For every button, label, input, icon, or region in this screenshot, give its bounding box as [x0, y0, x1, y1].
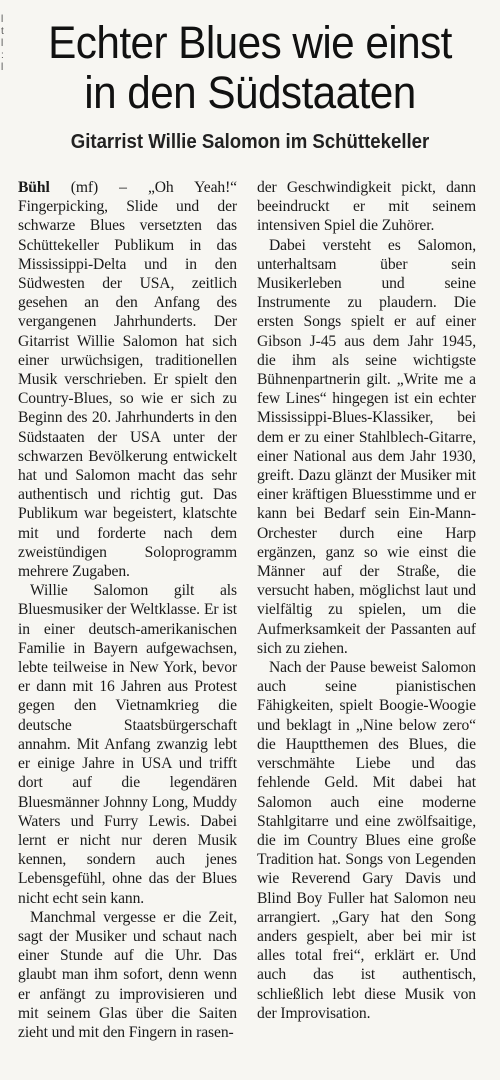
column-left: [18, 178, 237, 1062]
headline-line-1: Echter Blues wie einst: [48, 17, 452, 68]
paragraph: Dabei versteht es Salomon, unterhaltsam über sein Musikerleben und seine Instrumente zu plaudern. Die ersten Songs spielt er auf einer Gibson J-45 aus dem Jahr 1945, die ihm als seine wichtigste Bühnenpartnerin gilt. „Write me a few Lines“ hingegen ist ein echter Mississippi-Blues-Klassiker, bei dem er zu einer Stahlblech-Gitarre, einer National aus dem Jahr 1930, greift. Dazu glänzt der Musiker mit einer kräftigen Bluesstimme und er kann bei Bedarf sein Ein-Mann-Orchester durch eine Harp ergänzen, ganz so wie einst die Männer auf der Straße, die versucht haben, möglichst laut und vielfältig zu spielen, um die Aufmerksamkeit der Passanten auf sich zu ziehen.: [257, 236, 476, 657]
paragraph: Willie Salomon gilt als Bluesmusiker der Weltklasse. Er ist in einer deutsch-amerikanischen Familie in Bayern aufgewachsen, lebte teilweise in New York, bevor er dann mit 16 Jahren aus Protest gegen den Vietnamkrieg die deutsche Staatsbürgerschaft annahm. Mit Anfang zwanzig lebt er einige Jahre in USA und trifft dort auf die legendären Bluesmänner Johnny Long, Muddy Waters und Furry Lewis. Dabei lernt er nicht nur deren Musik kennen, sondern auch jenes Lebensgefühl, ohne das der Blues nicht echt sein kann.: [18, 582, 237, 907]
column-right: [257, 178, 476, 1062]
paragraph-text: (mf) – „Oh Yeah!“ Fingerpicking, Slide und der schwarze Blues versetzten das Schüttekeller Publikum in das Mississippi-Delta und in den Südwesten der USA, zeitlich gesehen an den Anfang des vergangenen Jahrhunderts. Der Gitarrist Willie Salomon hat sich einer urwüchsigen, traditionellen Musik verschrieben. Er spielt den Country-Blues, so wie er sich zu Beginn des 20. Jahrhunderts in den Südstaaten der USA unter der schwarzen Bevölkerung entwickelt hat und Salomon macht das sehr authentisch und richtig gut. Das Publikum war begeistert, klatschte mit und forderte nach dem zweistündigen Soloprogramm mehrere Zugaben.: [18, 179, 237, 581]
headline: [15, 0, 485, 118]
bleed-through-artifact: [8, 1068, 492, 1078]
headline-line-2: in den Südstaaten: [84, 67, 416, 118]
paragraph: Nach der Pause beweist Salomon auch seine pianistischen Fähigkeiten, spielt Boogie-Woogie und beklagt in „Nine below zero“ die Hauptthemen des Blues, die verschmähte Liebe und das fehlende Geld. Mit dabei hat Salomon auch eine moderne Stahlgitarre und eine zwölfsaitige, die im Country Blues eine große Tradition hat. Songs von Legenden wie Reverend Gary Davis und Blind Boy Fuller hat Salomon neu arrangiert. „Gary hat den Song anders gespielt, aber bei mir ist alles total frei“, erklärt er. Und auch das ist authentisch, schließlich lebt diese Musik von der Improvisation.: [257, 659, 476, 1022]
paragraph: der Geschwindigkeit pickt, dann beeindruckt er mit seinem intensiven Spiel die Zuhörer.: [257, 179, 476, 235]
page-edge-artifact: l t l : l: [1, 14, 4, 73]
dateline: Bühl: [18, 179, 50, 196]
subheadline: Gitarrist Willie Salomon im Schüttekeller: [70, 131, 430, 153]
paragraph: [18, 178, 237, 581]
article-body: [18, 178, 476, 1062]
paragraph: Manchmal vergesse er die Zeit, sagt der Musiker und schaut nach einer Stunde auf die Uhr. Das glaubt man ihm sofort, denn wenn er anfängt zu improvisieren und mit seinem Glas über die Saiten zieht und mit den Fingern in rasen-: [18, 908, 237, 1041]
